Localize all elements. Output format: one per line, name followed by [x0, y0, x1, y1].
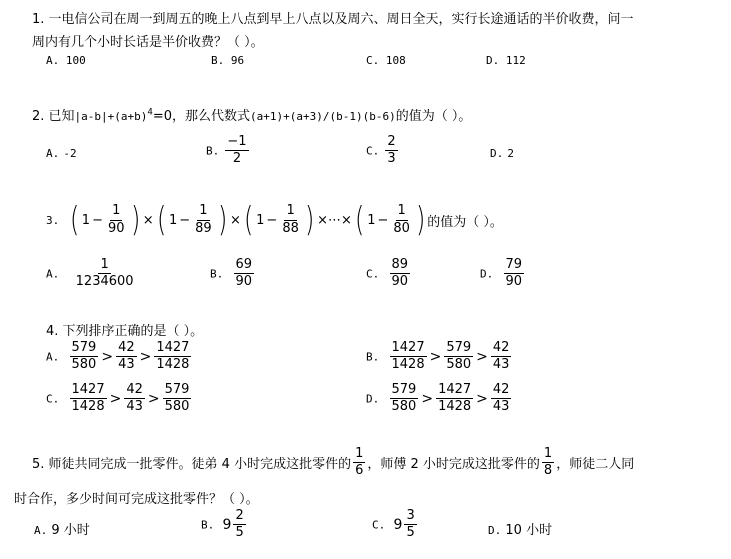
q1-line2: 周内有几个小时长话是半价收费？（ ）。: [32, 35, 264, 50]
q2-option-c: C. $\frac{2}{3}$: [366, 134, 396, 167]
q3-frac-3: $\frac{1}{88}$: [282, 203, 299, 236]
q5-line1: 5. 师徒共同完成一批零件。徒弟 4 小时完成这批零件的 $\frac{1}{6}$ ，师傅 2 小时完成这批零件的 $\frac{1}{8}$ ，师徒二人同: [32, 446, 635, 479]
q1-line1: 1. 一电信公司在周一到周五的晚上八点到早上八点以及周六、周日全天，实行长途通话的半价收费，问一: [32, 12, 634, 27]
q4-option-a: A. $\frac{579}{580}$ > $\frac{42}{43}$ > $\frac{1427}{1428}$: [46, 340, 190, 373]
q4-option-b: B. $\frac{1427}{1428}$ > $\frac{579}{580}$ > $\frac{42}{43}$: [366, 340, 510, 373]
q5-frac-2: $\frac{1}{8}$: [543, 446, 553, 479]
q2-option-b: B. $\frac{-1}{2}$: [206, 134, 247, 167]
q3-option-a: A. $\frac{1}{1234600}$: [46, 257, 134, 290]
q3-frac-1: $\frac{1}{90}$: [107, 203, 125, 236]
q2-option-b-fraction: $\frac{-1}{2}$: [227, 134, 247, 167]
q3-frac-4: $\frac{1}{80}$: [393, 203, 410, 236]
q4-stem: 4. 下列排序正确的是（ ）。: [46, 324, 204, 339]
q1-option-c: C. 108: [366, 54, 406, 67]
q3-option-d: D. $\frac{79}{90}$: [480, 257, 523, 290]
q1-option-d: D. 112: [486, 54, 526, 67]
q2-option-c-fraction: $\frac{2}{3}$: [387, 134, 396, 167]
q2-stem: 2. 已知$|a-b|+(a+b)^4=0$，那么代数式(a+1)+(a+3)/(b-1)(b-6)的值为（ ）。: [32, 107, 472, 124]
q3-frac-2: $\frac{1}{89}$: [195, 203, 212, 236]
q1-option-a: A. 100: [46, 54, 86, 67]
q2-option-a: A. -2: [46, 147, 77, 160]
q5-option-b: B. 9 $\frac{2}{5}$: [201, 508, 244, 541]
q4-option-d: D. $\frac{579}{580}$ > $\frac{1427}{1428}$ > $\frac{42}{43}$: [366, 382, 510, 415]
q5-option-c: C. 9 $\frac{3}{5}$: [372, 508, 415, 541]
q1-option-b: B. 96: [211, 54, 245, 67]
q4-option-c: C. $\frac{1427}{1428}$ > $\frac{42}{43}$ > $\frac{579}{580}$: [46, 382, 190, 415]
q5-line2: 时合作，多少时间可完成这批零件？（ ）。: [14, 492, 259, 507]
q5-frac-1: $\frac{1}{6}$: [355, 446, 364, 479]
q3-stem: 3. ( 1 − $\frac{1}{90}$ ) × ( 1 − $\frac{1}{89}$ ) × ( 1 − $\frac{1}{88}$ ) ×⋯× ( 1 − $\frac{1}{80}$ ) 的值为（ ）。: [46, 200, 503, 240]
q5-option-a: A. 9 小时: [34, 523, 90, 538]
q3-option-c: C. $\frac{89}{90}$: [366, 257, 409, 290]
q2-option-d: D. 2: [490, 147, 515, 160]
q3-option-b: B. $\frac{69}{90}$: [210, 257, 253, 290]
q5-option-d: D. 10 小时: [488, 523, 553, 538]
